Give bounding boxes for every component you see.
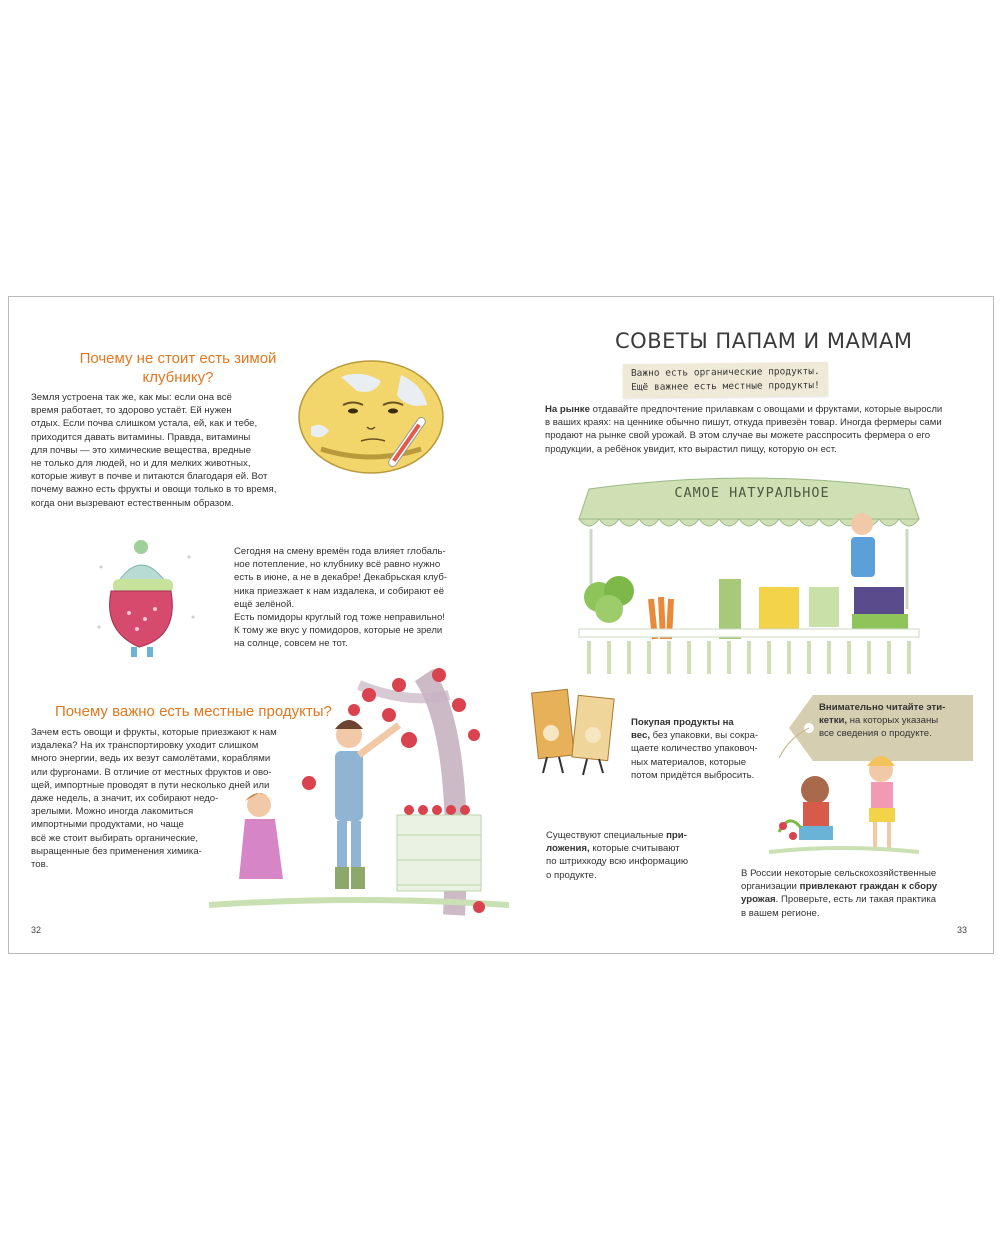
text-line: Земля устроена так же, как мы: если она всё (31, 392, 232, 403)
text-line: которые живут в почве и питаются благодаря ей. Вот (31, 471, 268, 483)
paragraph-read-labels: Внимательно читайте эти- кетки, на которых указаны все сведения о продукте. (819, 702, 946, 740)
stall-sign: САМОЕ НАТУРАЛЬНОЕ (674, 485, 830, 501)
text-line: Сегодня на смену времён года влияет глобаль- (234, 546, 446, 557)
text-line: ещё зелёной. (234, 598, 295, 610)
text-line: отдых. Если почва слишком устала, ей, как и тебе, (31, 418, 258, 430)
paragraph-earth-tired (31, 391, 301, 510)
text-line: время работает, то здорово устаёт. Ей нужен (31, 405, 232, 417)
text-line: на солнце, совсем не тот. (234, 638, 348, 650)
packaging-characters-illustration (525, 685, 625, 780)
heading-strawberry: Почему не стоит есть зимой клубнику? (79, 350, 277, 386)
heading-local-products: Почему важно есть местные продукты? (55, 703, 332, 720)
text-line: К тому же вкус у помидоров, которые не зрели (234, 625, 443, 637)
paragraph-global-warming (234, 545, 474, 651)
page-title: СОВЕТЫ ПАПАМ И МАМАМ (615, 329, 913, 353)
paragraph-market: На рынке отдавайте предпочтение прилавкам с овощами и фруктами, которые выросли в ваших краях: на ценнике обычно пишут, откуда привезён товар. Иногда фермеры сами продают на рынке свой урожай. В этом случае вы можете расспросить фермера о его продукции, а ребёнок увидит, кто вырастил пищу, которую он ест. (545, 404, 943, 455)
text-line: есть в июне, а не в декабре! Декабрьская клуб- (234, 572, 448, 584)
text-line: Зачем есть овощи и фрукты, которые приезжают к нам (31, 727, 277, 738)
kids-picking-illustration (769, 752, 919, 862)
text-line: тов. (31, 859, 49, 871)
text-line: издалека? На их транспортировку уходит слишком (31, 740, 259, 752)
text-line: почему важно есть фрукты и овощи только в то время, (31, 484, 277, 496)
sick-earth-illustration (281, 357, 481, 477)
paragraph-russia-harvest: В России некоторые сельскохозяйственные организации привлекают граждан к сбору урожая. Проверьте, есть ли такая практика в вашем регионе. (741, 868, 938, 919)
apple-tree-illustration (209, 655, 509, 925)
text-line: не только для людей, но и для мелких животных, (31, 458, 251, 470)
text-line: всё же стоит выбирать органические, (31, 832, 199, 844)
text-line: для почвы — это химические вещества, вредные (31, 444, 252, 456)
page-number-right: 33 (957, 925, 968, 935)
text-line: выращенные без применения химика- (31, 845, 202, 857)
book-spread (8, 296, 994, 954)
text-line: много энергии, ведь их везут самолётами, кораблями (31, 753, 271, 765)
text-line: импортными продуктами, но чаще (31, 819, 184, 831)
text-line: или фургонами. В отличие от местных фруктов и ово- (31, 766, 272, 778)
paragraph-apps: Существуют специальные при- ложения, которые считывают по штрихкоду всю информацию о продукте. (546, 830, 689, 881)
tip-tape-note: Важно есть органические продукты. Ещё важнее есть местные продукты! (623, 362, 828, 398)
text-line: ное потепление, но клубнику всё равно нужно (234, 559, 441, 571)
text-line: зрелыми. Можно иногда лакомиться (31, 806, 194, 818)
text-line: приходится давать витамины. Правда, витамины (31, 431, 251, 443)
paragraph-bulk-buying: Покупая продукты на вес, без упаковки, вы сокра- щаете количество упаковоч- ных материалов, которые потом придётся выбросить. (631, 717, 759, 781)
text-line: ника приезжает к нам издалека, и собирают её (234, 585, 445, 597)
text-line: даже недель, а значит, их собирают недо- (31, 793, 219, 805)
strawberry-hat-illustration (93, 527, 203, 667)
text-line: Есть помидоры круглый год тоже неправильно! (234, 612, 445, 624)
text-line: щей, импортные проводят в пути несколько дней или (31, 779, 270, 791)
page-number-left: 32 (31, 925, 42, 935)
text-line: когда они вызревают естественным образом. (31, 497, 234, 509)
